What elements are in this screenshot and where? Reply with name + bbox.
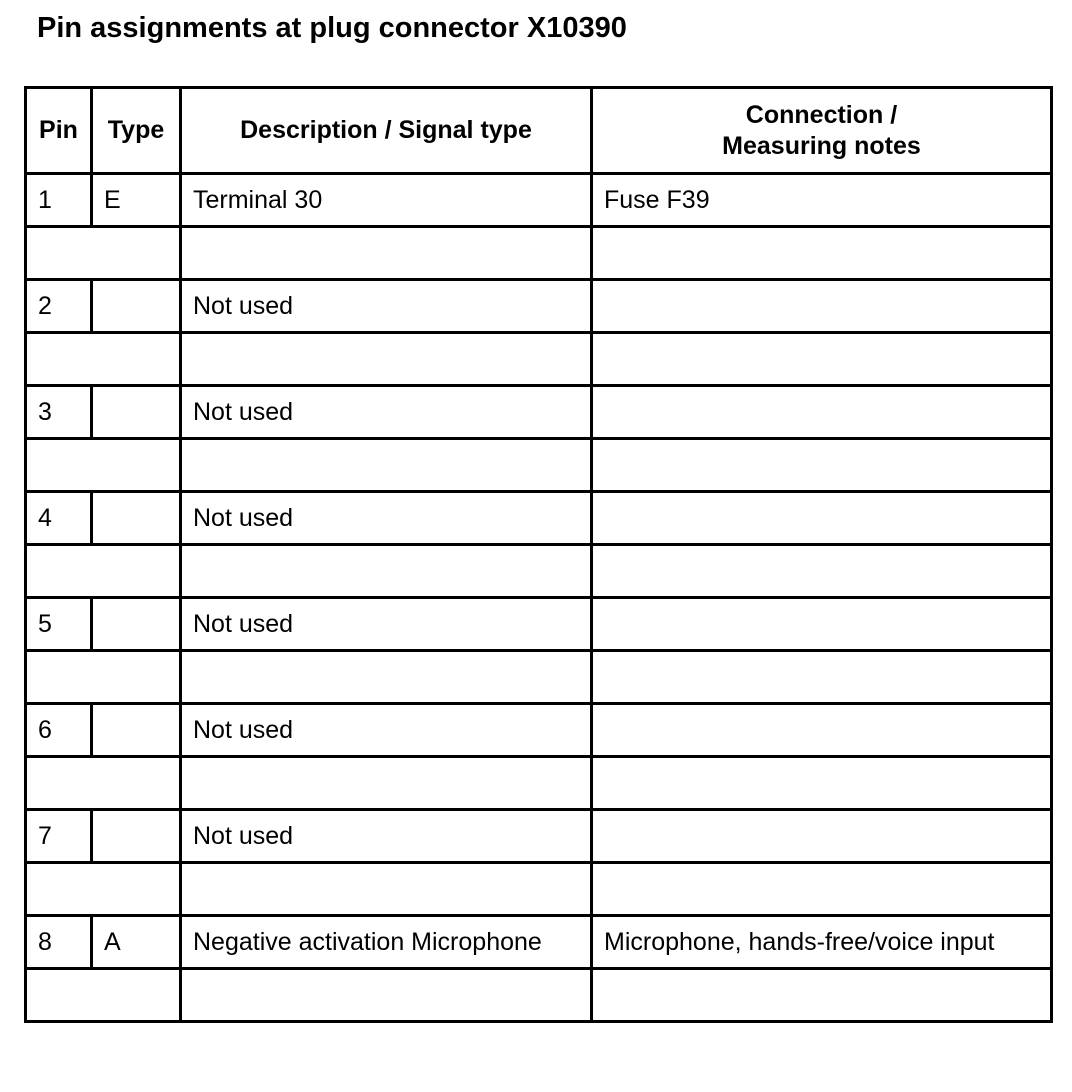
pin-assignment-table (24, 86, 1053, 1023)
table-header-row (26, 88, 1052, 174)
pin-cell: 5 (26, 598, 92, 651)
pin-cell: 3 (26, 386, 92, 439)
page-title: Pin assignments at plug connector X10390 (37, 12, 627, 44)
description-cell: Not used (181, 492, 592, 545)
connection-cell: Fuse F39 (592, 174, 1052, 227)
spacer-row (26, 863, 1052, 916)
spacer-cell (26, 439, 181, 492)
header-description: Description / Signal type (181, 88, 592, 174)
table-row (26, 280, 1052, 333)
connection-cell (592, 280, 1052, 333)
header-connection (592, 88, 1052, 174)
spacer-cell (592, 969, 1052, 1022)
header-pin: Pin (26, 88, 92, 174)
spacer-row (26, 333, 1052, 386)
header-connection-line2: Measuring notes (722, 131, 921, 160)
spacer-cell (181, 439, 592, 492)
spacer-cell (181, 227, 592, 280)
type-cell: E (92, 174, 181, 227)
type-cell (92, 280, 181, 333)
header-connection-line1: Connection / (745, 100, 898, 129)
spacer-cell (592, 757, 1052, 810)
spacer-cell (592, 651, 1052, 704)
description-cell: Not used (181, 704, 592, 757)
description-cell: Not used (181, 386, 592, 439)
table-row (26, 810, 1052, 863)
table-row (26, 598, 1052, 651)
pin-cell: 7 (26, 810, 92, 863)
spacer-row (26, 651, 1052, 704)
pin-cell: 8 (26, 916, 92, 969)
type-cell (92, 704, 181, 757)
spacer-cell (26, 863, 181, 916)
spacer-cell (26, 651, 181, 704)
connection-cell (592, 386, 1052, 439)
type-cell (92, 386, 181, 439)
connection-cell (592, 598, 1052, 651)
table-row (26, 386, 1052, 439)
pin-cell: 4 (26, 492, 92, 545)
type-cell: A (92, 916, 181, 969)
description-cell: Negative activation Microphone (181, 916, 592, 969)
table-row (26, 704, 1052, 757)
pin-cell: 1 (26, 174, 92, 227)
spacer-cell (26, 333, 181, 386)
spacer-cell (181, 333, 592, 386)
spacer-cell (592, 439, 1052, 492)
table-row (26, 174, 1052, 227)
spacer-cell (26, 757, 181, 810)
table-row (26, 916, 1052, 969)
description-cell: Not used (181, 810, 592, 863)
spacer-cell (181, 757, 592, 810)
spacer-row (26, 969, 1052, 1022)
type-cell (92, 810, 181, 863)
type-cell (92, 492, 181, 545)
spacer-cell (592, 227, 1052, 280)
spacer-row (26, 227, 1052, 280)
spacer-cell (26, 969, 181, 1022)
pin-cell: 6 (26, 704, 92, 757)
spacer-cell (181, 651, 592, 704)
description-cell: Not used (181, 280, 592, 333)
spacer-row (26, 545, 1052, 598)
description-cell: Not used (181, 598, 592, 651)
description-cell: Terminal 30 (181, 174, 592, 227)
spacer-row (26, 757, 1052, 810)
connection-cell: Microphone, hands-free/voice input (592, 916, 1052, 969)
spacer-row (26, 439, 1052, 492)
header-type: Type (92, 88, 181, 174)
spacer-cell (181, 863, 592, 916)
spacer-cell (592, 863, 1052, 916)
pin-cell: 2 (26, 280, 92, 333)
spacer-cell (592, 333, 1052, 386)
spacer-cell (181, 969, 592, 1022)
connection-cell (592, 492, 1052, 545)
spacer-cell (26, 227, 181, 280)
type-cell (92, 598, 181, 651)
table-row (26, 492, 1052, 545)
connection-cell (592, 704, 1052, 757)
connection-cell (592, 810, 1052, 863)
spacer-cell (181, 545, 592, 598)
spacer-cell (26, 545, 181, 598)
spacer-cell (592, 545, 1052, 598)
